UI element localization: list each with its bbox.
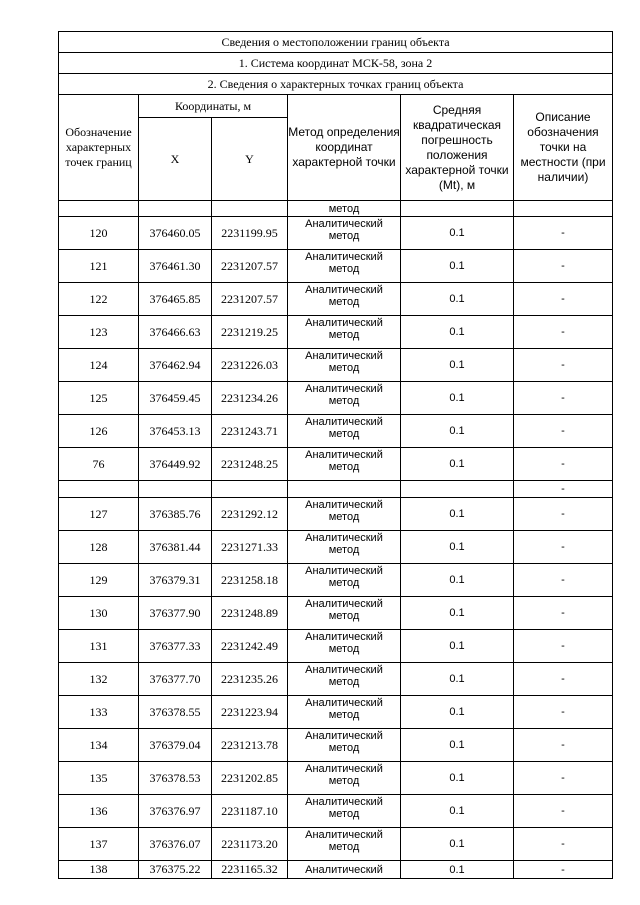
description-value: - bbox=[514, 250, 613, 283]
table-row bbox=[59, 382, 613, 415]
point-number: 134 bbox=[59, 729, 139, 762]
method-line-2: метод bbox=[328, 362, 360, 374]
point-number: 125 bbox=[59, 382, 139, 415]
method-line-1: Аналитический bbox=[305, 598, 383, 610]
method-cell bbox=[288, 564, 401, 597]
method-line-2: метод bbox=[328, 230, 360, 242]
description-value: - bbox=[514, 382, 613, 415]
method-cell bbox=[288, 630, 401, 663]
table-row bbox=[59, 217, 613, 250]
method-line-2: метод bbox=[328, 263, 360, 275]
coord-y: 2231248.25 bbox=[212, 448, 288, 481]
point-number: 137 bbox=[59, 828, 139, 861]
method-line-2: метод bbox=[328, 461, 360, 473]
point-number: 131 bbox=[59, 630, 139, 663]
coord-x: 376377.90 bbox=[139, 597, 212, 630]
point-number: 135 bbox=[59, 762, 139, 795]
coordinate-system: 1. Система координат МСК-58, зона 2 bbox=[59, 53, 613, 74]
method-cell bbox=[288, 250, 401, 283]
description-value: - bbox=[514, 630, 613, 663]
coord-x: 376381.44 bbox=[139, 531, 212, 564]
table-row bbox=[59, 729, 613, 762]
point-number: 127 bbox=[59, 498, 139, 531]
col-designation-header: Обозначение характерных точек границ bbox=[59, 95, 139, 201]
boundary-points-document bbox=[58, 31, 612, 879]
method-line-1: Аналитический bbox=[305, 499, 383, 511]
method-cell bbox=[288, 448, 401, 481]
method-line-2: метод bbox=[328, 610, 360, 622]
method-cell bbox=[288, 729, 401, 762]
method-cell bbox=[288, 498, 401, 531]
point-number: 121 bbox=[59, 250, 139, 283]
coord-y: 2231207.57 bbox=[212, 250, 288, 283]
method-cell bbox=[288, 316, 401, 349]
coord-x: 376459.45 bbox=[139, 382, 212, 415]
method-cell bbox=[288, 415, 401, 448]
method-line-1: Аналитический bbox=[305, 383, 383, 395]
error-value: 0.1 bbox=[401, 564, 514, 597]
point-number: 124 bbox=[59, 349, 139, 382]
method-line-2: метод bbox=[328, 676, 360, 688]
table-row bbox=[59, 283, 613, 316]
coord-y: 2231199.95 bbox=[212, 217, 288, 250]
coord-x: 376379.04 bbox=[139, 729, 212, 762]
table-row bbox=[59, 250, 613, 283]
table-row bbox=[59, 448, 613, 481]
error-value: 0.1 bbox=[401, 448, 514, 481]
coord-y: 2231292.12 bbox=[212, 498, 288, 531]
point-number: 120 bbox=[59, 217, 139, 250]
method-line-1: Аналитический bbox=[305, 565, 383, 577]
method-line-2: метод bbox=[328, 577, 360, 589]
method-line-1: Аналитический bbox=[305, 251, 383, 263]
method-line-2: метод bbox=[328, 742, 360, 754]
description-value: - bbox=[514, 597, 613, 630]
table-row bbox=[59, 696, 613, 729]
description-value: - bbox=[514, 861, 613, 879]
point-number: 133 bbox=[59, 696, 139, 729]
error-value: 0.1 bbox=[401, 217, 514, 250]
error-value: 0.1 bbox=[401, 316, 514, 349]
description-value: - bbox=[514, 217, 613, 250]
point-number: 132 bbox=[59, 663, 139, 696]
coord-x: 376465.85 bbox=[139, 283, 212, 316]
coord-x: 376466.63 bbox=[139, 316, 212, 349]
separator-dash: - bbox=[514, 481, 613, 498]
description-value: - bbox=[514, 349, 613, 382]
method-cell bbox=[288, 696, 401, 729]
method-line-1: Аналитический bbox=[305, 763, 383, 775]
error-value: 0.1 bbox=[401, 597, 514, 630]
document-title: Сведения о местоположении границ объекта bbox=[59, 32, 613, 53]
continuation-method: метод bbox=[288, 201, 401, 217]
coord-y: 2231207.57 bbox=[212, 283, 288, 316]
method-line-1: Аналитический bbox=[305, 218, 383, 230]
description-value: - bbox=[514, 564, 613, 597]
method-line-1: Аналитический bbox=[305, 317, 383, 329]
table-row bbox=[59, 795, 613, 828]
error-value: 0.1 bbox=[401, 861, 514, 879]
col-description-header: Описание обозначения точки на местности (при наличии) bbox=[514, 95, 613, 201]
description-value: - bbox=[514, 795, 613, 828]
method-line-2: метод bbox=[328, 329, 360, 341]
method-cell bbox=[288, 283, 401, 316]
error-value: 0.1 bbox=[401, 696, 514, 729]
coord-y: 2231226.03 bbox=[212, 349, 288, 382]
error-value: 0.1 bbox=[401, 349, 514, 382]
coord-x: 376379.31 bbox=[139, 564, 212, 597]
point-number: 128 bbox=[59, 531, 139, 564]
method-line-1: Аналитический bbox=[305, 284, 383, 296]
error-value: 0.1 bbox=[401, 630, 514, 663]
coord-x: 376376.97 bbox=[139, 795, 212, 828]
coord-y: 2231242.49 bbox=[212, 630, 288, 663]
description-value: - bbox=[514, 663, 613, 696]
table-row bbox=[59, 316, 613, 349]
table-row bbox=[59, 531, 613, 564]
error-value: 0.1 bbox=[401, 250, 514, 283]
method-line-2: метод bbox=[328, 296, 360, 308]
coord-x: 376460.05 bbox=[139, 217, 212, 250]
method-line-1: Аналитический bbox=[305, 730, 383, 742]
coord-x: 376376.07 bbox=[139, 828, 212, 861]
method-line-2: метод bbox=[328, 544, 360, 556]
coord-y: 2231187.10 bbox=[212, 795, 288, 828]
col-x-header: X bbox=[139, 118, 212, 201]
coord-x: 376449.92 bbox=[139, 448, 212, 481]
error-value: 0.1 bbox=[401, 415, 514, 448]
method-line-1: Аналитический bbox=[305, 664, 383, 676]
error-value: 0.1 bbox=[401, 382, 514, 415]
description-value: - bbox=[514, 762, 613, 795]
col-method-header: Метод определения координат характерной точки bbox=[288, 95, 401, 201]
description-value: - bbox=[514, 828, 613, 861]
table-row bbox=[59, 415, 613, 448]
separator-row bbox=[59, 481, 613, 498]
points-section-title: 2. Сведения о характерных точках границ объекта bbox=[59, 74, 613, 95]
method-cell bbox=[288, 762, 401, 795]
coord-y: 2231173.20 bbox=[212, 828, 288, 861]
table-row bbox=[59, 564, 613, 597]
method-cell bbox=[288, 597, 401, 630]
method-cell: Аналитический bbox=[288, 861, 401, 879]
coord-x: 376385.76 bbox=[139, 498, 212, 531]
method-line-2: метод bbox=[328, 395, 360, 407]
continuation-row bbox=[59, 201, 613, 217]
coord-x: 376378.55 bbox=[139, 696, 212, 729]
description-value: - bbox=[514, 415, 613, 448]
description-value: - bbox=[514, 531, 613, 564]
col-error-header: Средняя квадратическая погрешность положения характерной точки (Mt), м bbox=[401, 95, 514, 201]
error-value: 0.1 bbox=[401, 498, 514, 531]
table-row bbox=[59, 663, 613, 696]
col-coords-header: Координаты, м bbox=[139, 95, 288, 118]
table-row bbox=[59, 498, 613, 531]
method-cell bbox=[288, 828, 401, 861]
coord-y: 2231248.89 bbox=[212, 597, 288, 630]
method-cell bbox=[288, 217, 401, 250]
description-value: - bbox=[514, 498, 613, 531]
description-value: - bbox=[514, 696, 613, 729]
method-line-2: метод bbox=[328, 775, 360, 787]
coord-x: 376453.13 bbox=[139, 415, 212, 448]
coord-x: 376375.22 bbox=[139, 861, 212, 879]
coord-y: 2231213.78 bbox=[212, 729, 288, 762]
method-cell bbox=[288, 795, 401, 828]
table-row bbox=[59, 597, 613, 630]
point-number: 129 bbox=[59, 564, 139, 597]
coord-y: 2231235.26 bbox=[212, 663, 288, 696]
table-row bbox=[59, 861, 613, 879]
coord-y: 2231223.94 bbox=[212, 696, 288, 729]
table-row bbox=[59, 762, 613, 795]
error-value: 0.1 bbox=[401, 828, 514, 861]
error-value: 0.1 bbox=[401, 795, 514, 828]
method-line-2: метод bbox=[328, 643, 360, 655]
method-line-2: метод bbox=[328, 841, 360, 853]
method-line-1: Аналитический bbox=[305, 416, 383, 428]
method-cell bbox=[288, 349, 401, 382]
error-value: 0.1 bbox=[401, 283, 514, 316]
method-line-1: Аналитический bbox=[305, 829, 383, 841]
method-line-1: Аналитический bbox=[305, 697, 383, 709]
coord-x: 376462.94 bbox=[139, 349, 212, 382]
table-row bbox=[59, 349, 613, 382]
method-line-1: Аналитический bbox=[305, 631, 383, 643]
table-row bbox=[59, 828, 613, 861]
point-number: 138 bbox=[59, 861, 139, 879]
description-value: - bbox=[514, 729, 613, 762]
method-line-2: метод bbox=[328, 511, 360, 523]
coord-y: 2231234.26 bbox=[212, 382, 288, 415]
error-value: 0.1 bbox=[401, 729, 514, 762]
boundary-points-table bbox=[58, 31, 613, 879]
point-number: 122 bbox=[59, 283, 139, 316]
method-line-2: метод bbox=[328, 428, 360, 440]
method-line-1: Аналитический bbox=[305, 532, 383, 544]
error-value: 0.1 bbox=[401, 531, 514, 564]
coord-x: 376461.30 bbox=[139, 250, 212, 283]
coord-y: 2231258.18 bbox=[212, 564, 288, 597]
description-value: - bbox=[514, 283, 613, 316]
method-line-2: метод bbox=[328, 808, 360, 820]
method-cell bbox=[288, 531, 401, 564]
method-cell bbox=[288, 382, 401, 415]
coord-x: 376377.33 bbox=[139, 630, 212, 663]
point-number: 76 bbox=[59, 448, 139, 481]
method-cell bbox=[288, 663, 401, 696]
point-number: 130 bbox=[59, 597, 139, 630]
method-line-1: Аналитический bbox=[305, 350, 383, 362]
coord-x: 376377.70 bbox=[139, 663, 212, 696]
coord-x: 376378.53 bbox=[139, 762, 212, 795]
method-line-1: Аналитический bbox=[305, 796, 383, 808]
coord-y: 2231202.85 bbox=[212, 762, 288, 795]
description-value: - bbox=[514, 448, 613, 481]
point-number: 126 bbox=[59, 415, 139, 448]
point-number: 123 bbox=[59, 316, 139, 349]
col-y-header: Y bbox=[212, 118, 288, 201]
point-number: 136 bbox=[59, 795, 139, 828]
error-value: 0.1 bbox=[401, 762, 514, 795]
coord-y: 2231271.33 bbox=[212, 531, 288, 564]
method-line-1: Аналитический bbox=[305, 449, 383, 461]
coord-y: 2231219.25 bbox=[212, 316, 288, 349]
coord-y: 2231243.71 bbox=[212, 415, 288, 448]
error-value: 0.1 bbox=[401, 663, 514, 696]
description-value: - bbox=[514, 316, 613, 349]
coord-y: 2231165.32 bbox=[212, 861, 288, 879]
method-line-2: метод bbox=[328, 709, 360, 721]
table-row bbox=[59, 630, 613, 663]
